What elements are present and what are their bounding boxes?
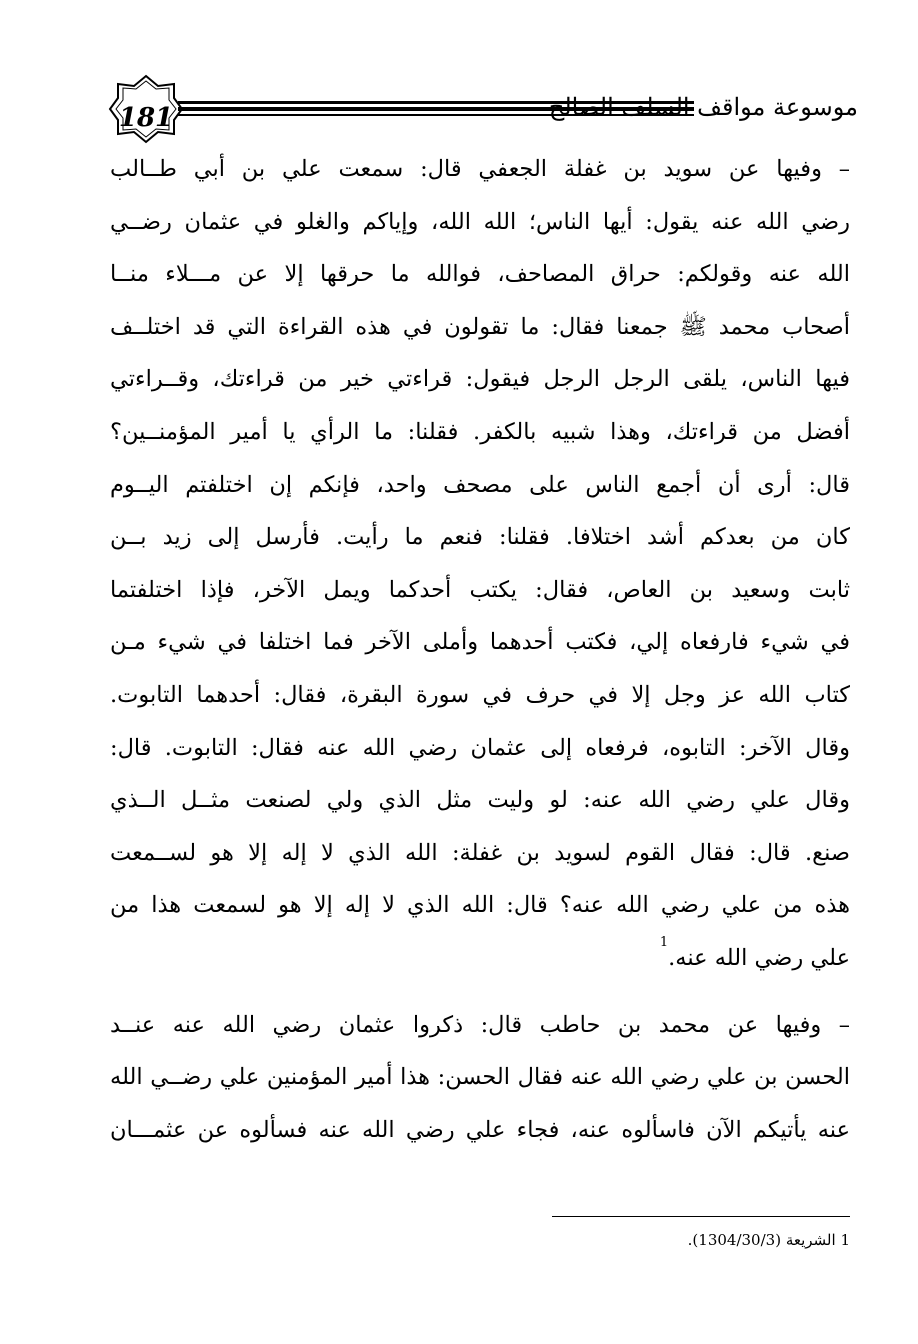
body-text xyxy=(110,143,850,1156)
text-line: ثابت وسعيد بن العاص، فقال: يكتب أحدكما ويمل الآخر، فإذا اختلفتما xyxy=(110,576,850,603)
paragraph-gap xyxy=(110,985,850,999)
text-line: الله عنه وقولكم: حراق المصاحف، فوالله ما حرقها إلا عن مـــلاء منــا xyxy=(110,261,850,288)
text-line: رضي الله عنه يقول: أيها الناس؛ الله الله، وإياكم والغلو في عثمان رضــي xyxy=(110,208,850,235)
text-line: أفضل من قراءتك، وهذا شبيه بالكفر. فقلنا: ما الرأي يا أمير المؤمنــين؟ xyxy=(110,418,850,445)
page-header xyxy=(108,60,858,150)
text-line: – وفيها عن سويد بن غفلة الجعفي قال: سمعت علي بن أبي طــالب xyxy=(110,156,850,182)
series-title: موسوعة مواقف السلف الصالح xyxy=(548,93,858,121)
text-line: صنع. قال: فقال القوم لسويد بن غفلة: الله الذي لا إله إلا هو لســمعت xyxy=(110,839,850,866)
text-line: في شيء فارفعاه إلي، فكتب أحدهما وأملى الآخر فما اختلفا في شيء مـن xyxy=(110,629,850,656)
page-number: 181 xyxy=(118,103,174,133)
text-line: كان من بعدكم أشد اختلافا. فقلنا: فنعم ما رأيت. فأرسل إلى زيد بــن xyxy=(110,524,850,551)
text-line-last xyxy=(110,932,850,985)
footnote-reference: 1 xyxy=(659,934,669,950)
text-line: الحسن بن علي رضي الله عنه فقال الحسن: هذا أمير المؤمنين علي رضــي الله xyxy=(110,1064,850,1091)
text-line: كتاب الله عز وجل إلا في حرف في سورة البقرة، فقال: أحدهما التابوت. xyxy=(110,681,850,708)
page-number-badge xyxy=(108,74,184,144)
text-line: وقال علي رضي الله عنه: لو وليت مثل الذي ولي لصنعت مثــل الــذي xyxy=(110,787,850,814)
text-line: وقال الآخر: التابوه، فرفعاه إلى عثمان رضي الله عنه فقال: التابوت. قال: xyxy=(110,734,850,761)
footnote-text: الشريعة (1304/30/3). xyxy=(687,1231,836,1249)
text-line: قال: أرى أن أجمع الناس على مصحف واحد، فإنكم إن اختلفتم اليــوم xyxy=(110,471,850,498)
text-line: فيها الناس، يلقى الرجل الرجل فيقول: قراءتي خير من قراءتك، وقــراءتي xyxy=(110,366,850,393)
last-line-text: علي رضي الله عنه. xyxy=(668,944,850,971)
text-line: – وفيها عن محمد بن حاطب قال: ذكروا عثمان رضي الله عنه عنــد xyxy=(110,1011,850,1038)
footnote xyxy=(560,1228,850,1252)
footnote-number: 1 xyxy=(840,1231,850,1249)
text-line: أصحاب محمد ﷺ جمعنا فقال: ما تقولون في هذه القراءة التي قد اختلــف xyxy=(110,313,850,340)
text-line: هذه من علي رضي الله عنه؟ قال: الله الذي لا إله إلا هو لسمعت هذا من xyxy=(110,892,850,919)
footnote-separator xyxy=(552,1216,850,1217)
text-line: عنه يأتيكم الآن فاسألوه عنه، فجاء علي رضي الله عنه فسألوه عن عثمـــان xyxy=(110,1116,850,1143)
